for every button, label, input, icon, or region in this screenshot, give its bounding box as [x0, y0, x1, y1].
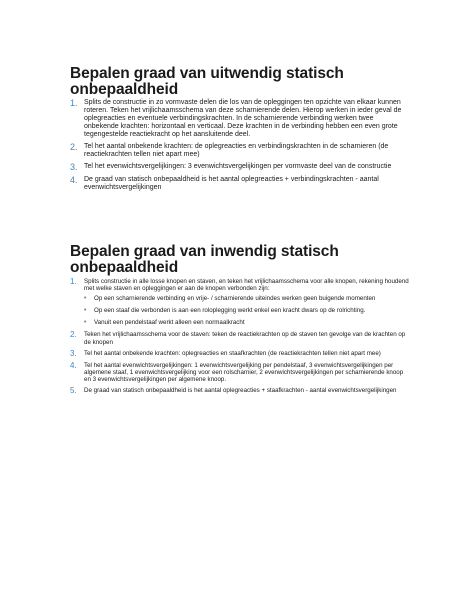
list-number: 2. [70, 142, 78, 152]
list-text: De graad van statisch onbepaaldheid is het aantal oplegreacties + verbindingskrachten - aantal evenwichtsvergelijkingen [84, 176, 379, 191]
list-number: 4. [70, 175, 78, 185]
bullet-item [84, 295, 410, 302]
list-item [70, 99, 410, 139]
bullet-marker: • [84, 319, 87, 327]
bullet-text: Op een staaf die verbonden is aan een roloplegging werkt enkel een kracht dwars op de rolrichting. [94, 307, 366, 315]
section-title: Bepalen graad van uitwendig statisch onbepaaldheid [70, 65, 344, 98]
list-number: 2. [70, 330, 77, 340]
bullet-text: Vanuit een pendelstaaf werkt alleen een normaalkracht [94, 319, 245, 327]
list-item [70, 176, 410, 192]
list-number: 1. [70, 277, 77, 286]
list-text: Splits de constructie in zo vormvaste delen die los van de opleggingen ten opzichte van elkaar kunnen roteren. Teken het vrijlichaamsschema van deze scharnierende delen. Hierop werken in ieder geval de oplegreacties en eventuele verbindingskrachten. In de scharnierende verbinding werken twee onbekende krachten: horizontaal en verticaal. Deze krachten in de verbinding hebben een even grote tegengestelde reactiekracht op het aansluitende deel. [84, 99, 402, 138]
list-number: 3. [70, 348, 77, 358]
list-item [70, 331, 410, 345]
list-text: Tel het aantal onbekende krachten: oplegreacties en staafkrachten (de reactiekrachten tellen niet apart mee) [84, 349, 381, 357]
bullet-text: Op een scharnierende verbinding en vrije- / scharnierende uiteindes werken geen buigende momenten [94, 295, 376, 303]
section-title: Bepalen graad van inwendig statisch onbepaaldheid [70, 243, 339, 276]
list-item [70, 278, 410, 292]
list-number: 4. [70, 360, 77, 370]
list-item [70, 163, 410, 172]
list-number: 3. [70, 162, 78, 172]
list-number: 1. [70, 98, 78, 108]
list-item [70, 362, 410, 383]
bullet-marker: • [84, 295, 87, 303]
section-internal-indeterminacy [70, 244, 410, 395]
list-text: Tel het aantal evenwichtsvergelijkingen: 1 evenwichtsvergelijking per pendelstaaf, 3 evenwichtsvergelijkingen per algemene staaf, 1 evenwichtsvergelijking voor een rolscharnier, 2 evenwichtsvergelijkingen per scharnierende knoop en 3 evenwichtsvergelijkingen per algemene knoop. [84, 361, 404, 383]
list-item [70, 350, 410, 358]
steps-list [70, 278, 410, 292]
steps-list [70, 99, 410, 192]
list-text: Tel het aantal onbekende krachten: de oplegreacties en verbindingskrachten in de scharnieren (de reactiekrachten tellen niet apart mee) [84, 143, 389, 158]
bullet-marker: • [84, 307, 87, 315]
bullet-item [84, 307, 410, 314]
list-text: Tel het evenwichtsvergelijkingen: 3 evenwichtsvergelijkingen per vormvaste deel van de constructie [84, 163, 392, 170]
list-text: Splits constructie in alle losse knopen en staven, en teken het vrijlichaamsschema voor alle knopen, rekening houdend met welke staven en opleggingen er aan de knopen verbonden zijn: [84, 278, 409, 293]
bullet-list [70, 295, 410, 326]
bullet-item [84, 319, 410, 326]
list-number: 5. [70, 385, 77, 395]
list-item [70, 387, 410, 395]
list-text: De graad van statisch onbepaaldheid is het aantal oplegreacties + staafkrachten - aantal evenwichtsvergelijkingen [84, 386, 397, 394]
list-item [70, 143, 410, 159]
list-text: Teken het vrijlichaamsschema voor de staven: teken de reactiekrachten op de staven ten gevolge van de krachten op de knopen [84, 331, 406, 346]
section-external-indeterminacy [70, 66, 410, 192]
steps-list-continued [70, 331, 410, 394]
